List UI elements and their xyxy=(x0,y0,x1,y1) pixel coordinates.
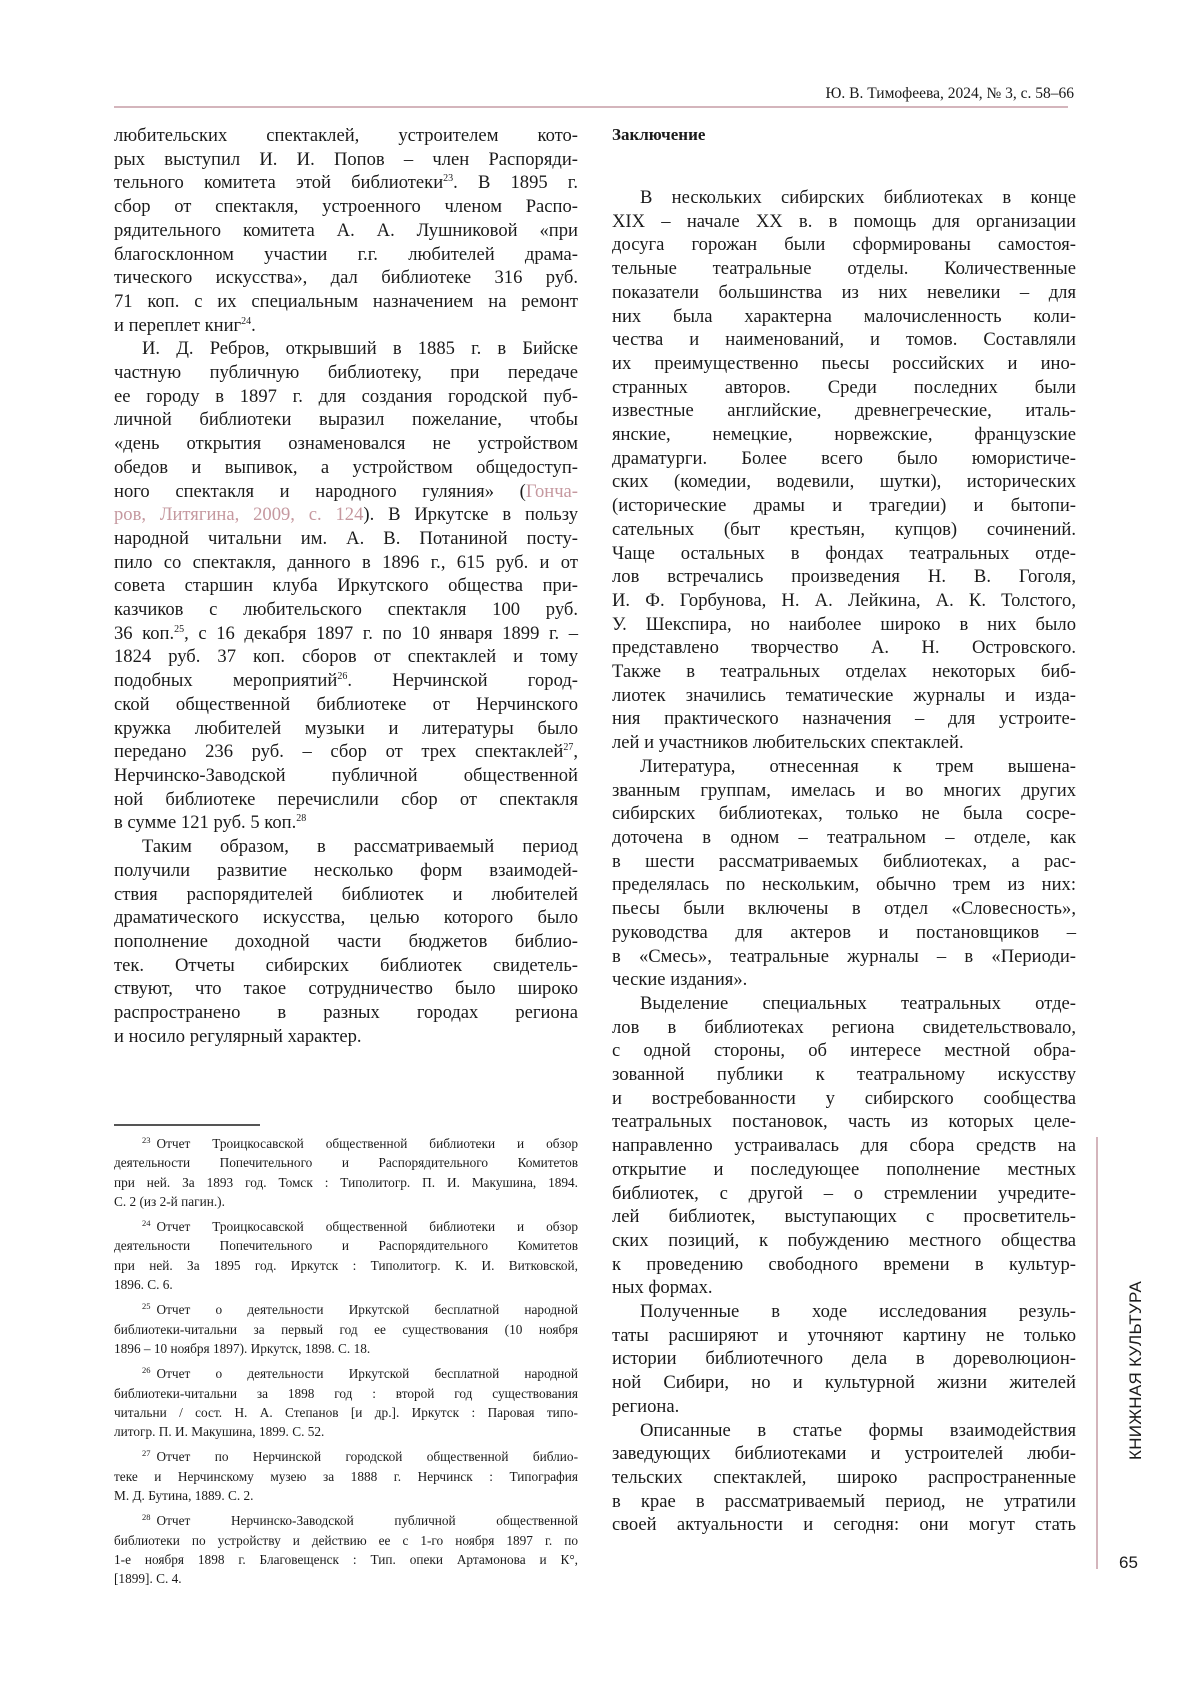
footnote-line: М. Д. Бутина, 1889. С. 2. xyxy=(114,1488,254,1504)
text-line: Выделение специальных театральных отде- xyxy=(640,992,1076,1014)
section-title: Заключение xyxy=(612,125,706,144)
text-line: У. Шекспира, но наиболее широко в них было xyxy=(612,613,1076,635)
footnote-ref[interactable]: 23 xyxy=(443,173,454,185)
text-line: 1824 руб. 37 коп. сборов от спектаклей и тому xyxy=(114,646,578,668)
text-line: кружка любителей музыки и литературы было xyxy=(114,717,578,739)
text-line: представлено творчество А. Н. Островского. xyxy=(612,637,1076,659)
text-line: И. Ф. Горбунова, Н. А. Лейкина, А. К. Толстого, xyxy=(612,589,1076,611)
footnote-line: С. 2 (из 2-й пагин.). xyxy=(114,1193,225,1209)
footnote-number: 24 xyxy=(142,1218,151,1229)
body-paragraph xyxy=(114,337,578,835)
conclusion-body xyxy=(612,186,1076,1537)
text-line: 71 коп. с их специальным назначением на ремонт xyxy=(114,290,578,312)
text-line: странных авторов. Среди последних были xyxy=(612,376,1076,398)
text-line: пьесы были включены в отдел «Словесность», xyxy=(612,898,1076,920)
footnote-line: деятельности Попечительного и Распорядительного Комитетов xyxy=(114,1155,578,1171)
text-line: в «Смесь», театральные журналы – в «Периоди- xyxy=(612,945,1076,967)
footnote-line: библиотеки по устройству и действию ее с 1-го ноября 1897 г. по xyxy=(114,1532,578,1548)
footnote-line: $^{27}$ Отчет по Нерчинской городской общественной библио- xyxy=(142,1448,578,1465)
footnote-line: литогр. П. И. Макушина, 1899. С. 52. xyxy=(114,1424,325,1440)
sidebar-rule xyxy=(1096,1137,1098,1569)
footnote-line: [1899]. С. 4. xyxy=(114,1571,182,1587)
conclusion-paragraph xyxy=(612,1419,1076,1538)
conclusion-paragraph xyxy=(612,186,1076,755)
footnote-line: читальни / сост. Н. А. Степанов [и др.]. Иркутск : Паровая типо- xyxy=(114,1404,578,1420)
body-paragraph xyxy=(114,124,578,337)
footnote-26 xyxy=(114,1364,578,1441)
text-line: В нескольких сибирских библиотеках в конце xyxy=(640,187,1076,208)
text-line: известные английские, древнегреческие, италь- xyxy=(612,400,1076,422)
text-line: и носило регулярный характер. xyxy=(114,1025,362,1047)
text-line: ного спектакля и народного гуляния» (Гонча- xyxy=(114,480,578,502)
text-line: их преимущественно пьесы российских и ино- xyxy=(612,352,1076,374)
text-line: благосклонном участии г.г. любителей драма- xyxy=(114,243,578,265)
text-line: передано 236 руб. – сбор от трех спектаклей$^{27}$, xyxy=(114,741,578,763)
text-line: чества и наименований, и томов. Составляли xyxy=(612,329,1076,351)
text-line: и переплет книг$^{24}$. xyxy=(114,314,256,336)
footnote-28 xyxy=(114,1511,578,1588)
text-line: тек. Отчеты сибирских библиотек свидетель- xyxy=(114,954,578,976)
text-line: драматического искусства, целью которого было xyxy=(114,907,578,929)
conclusion-paragraph xyxy=(612,992,1076,1300)
footnote-ref[interactable]: 28 xyxy=(296,813,307,825)
footnote-ref[interactable]: 27 xyxy=(563,742,574,754)
text-line: сибирских библиотеках, только не была сосре- xyxy=(612,803,1076,825)
text-line: в крае в рассматриваемый период, не утратили xyxy=(612,1490,1076,1512)
footnote-line: $^{23}$ Отчет Троицкосавской общественной библиотеки и обзор xyxy=(142,1135,578,1151)
text-line: региона. xyxy=(612,1395,680,1417)
text-line: направленно устраивалась для сбора средств на xyxy=(612,1135,1076,1157)
text-line: ния практического назначения – для устроите- xyxy=(612,708,1076,730)
footnote-ref[interactable]: 26 xyxy=(337,671,348,683)
footnote-line: $^{24}$ Отчет Троицкосавской общественной библиотеки и обзор xyxy=(142,1218,578,1235)
text-line: руководства для актеров и постановщиков – xyxy=(612,921,1076,943)
text-line: подобных мероприятий$^{26}$. Нерчинской город- xyxy=(114,670,578,692)
text-line: пополнение доходной части бюджетов библио- xyxy=(114,930,578,952)
text-line: рых выступил И. И. Попов – член Распоряди- xyxy=(114,148,578,170)
right-column xyxy=(612,124,1076,1537)
text-line: тельного комитета этой библиотеки$^{23}$. В 1895 г. xyxy=(114,172,578,194)
footnote-27 xyxy=(114,1447,578,1505)
text-line: лов в библиотеках региона свидетельствовало, xyxy=(612,1016,1076,1038)
text-line: своей актуальности и сегодня: они могут стать xyxy=(612,1514,1076,1536)
text-line: доточена в одном – театральном – отделе, как xyxy=(612,826,1076,848)
text-line: показатели большинства из них невелики – для xyxy=(612,281,1076,303)
citation-link[interactable]: Гонча- xyxy=(525,480,578,502)
page-number: 65 xyxy=(1119,1553,1138,1572)
text-line: пределялась по нескольким, обычно трем из них: xyxy=(612,874,1076,896)
text-line: Таким образом, в рассматриваемый период xyxy=(142,836,578,858)
text-line: ее городу в 1897 г. для создания городской пуб- xyxy=(114,385,578,407)
text-line: в шести рассматриваемых библиотеках, а рас- xyxy=(612,850,1076,872)
running-head: Ю. В. Тимофеева, 2024, № 3, с. 58–66 xyxy=(825,85,1074,102)
body-paragraph xyxy=(114,835,578,1048)
section-title-spacer xyxy=(612,146,1076,186)
footnote-line: библиотеки-читальни за 1898 год : второй год существования xyxy=(114,1385,578,1401)
text-line: И. Д. Ребров, открывший в 1885 г. в Бийске xyxy=(142,338,578,360)
footnote-line: 1-е ноября 1898 г. Благовещенск : Тип. опеки Артамонова и К°, xyxy=(114,1551,578,1567)
text-line: театральных постановок, часть из которых целе- xyxy=(612,1111,1076,1133)
footnote-ref[interactable]: 24 xyxy=(241,315,252,327)
text-line: истории библиотечного дела в дореволюцион- xyxy=(612,1348,1076,1370)
left-column xyxy=(114,124,578,1048)
citation-link[interactable]: ров, Литягина, 2009, с. 124 xyxy=(114,504,364,526)
text-line: совета старшин клуба Иркутского общества при- xyxy=(114,575,578,597)
footnote-line: библиотеки-читальни за первый год ее существования (10 ноября xyxy=(114,1321,578,1337)
footnote-line: при ней. За 1895 год. Иркутск : Типолитогр. К. И. Витковской, xyxy=(114,1257,578,1273)
footnote-line: при ней. За 1893 год. Томск : Типолитогр. П. И. Макушина, 1894. xyxy=(114,1174,578,1190)
text-line: досуга горожан были сформированы самостоя- xyxy=(612,234,1076,256)
text-line: XIX – начале XX в. в помощь для организации xyxy=(612,210,1076,232)
footnote-line: $^{26}$ Отчет о деятельности Иркутской бесплатной народной xyxy=(142,1365,578,1382)
text-line: заведующих библиотеками и устроителей люби- xyxy=(612,1443,1076,1465)
footnote-line: теке и Нерчинскому музею за 1888 г. Нерчинск : Типография xyxy=(114,1468,578,1484)
text-line: ской общественной библиотеке от Нерчинского xyxy=(114,693,578,715)
footnote-line: деятельности Попечительного и Распорядительного Комитетов xyxy=(114,1238,578,1254)
text-line: (исторические драмы и трагедии) и бытопи- xyxy=(612,495,1076,517)
text-line: Также в театральных отделах некоторых биб- xyxy=(612,661,1076,683)
footnote-ref[interactable]: 25 xyxy=(174,623,185,635)
text-line: сательных (быт крестьян, купцов) сочинений. xyxy=(612,518,1076,540)
text-line: 36 коп.$^{25}$, с 16 декабря 1897 г. по 10 января 1899 г. – xyxy=(114,622,578,644)
text-line: таты расширяют и уточняют картину не только xyxy=(612,1324,1076,1346)
text-line: ной Сибири, но и культурной жизни жителей xyxy=(612,1372,1076,1394)
text-line: с одной стороны, об интересе местной обра- xyxy=(612,1040,1076,1062)
text-line: в сумме 121 руб. 5 коп.$^{28}$ xyxy=(114,812,307,834)
conclusion-paragraph xyxy=(612,755,1076,992)
text-line: ной библиотеке перечислили сбор от спектакля xyxy=(114,788,578,810)
text-line: лиотек значились тематические журналы и изда- xyxy=(612,684,1076,706)
footnote-line: 1896. С. 6. xyxy=(114,1277,173,1293)
text-line: ров, Литягина, 2009, с. 124). В Иркутске в пользу xyxy=(114,504,578,526)
footnote-25 xyxy=(114,1300,578,1358)
text-line: зованной публики к театральному искусству xyxy=(612,1064,1076,1086)
footnote-number: 27 xyxy=(142,1448,151,1459)
text-line: ских позиций, к побуждению местного общества xyxy=(612,1229,1076,1251)
journal-name-vertical: КНИЖНАЯ КУЛЬТУРА xyxy=(1126,1280,1145,1460)
footnotes xyxy=(114,1134,578,1595)
text-line: лей библиотек, выступающих с просветитель- xyxy=(612,1206,1076,1228)
text-line: сбор от спектакля, устроенного членом Распо- xyxy=(114,196,578,218)
text-line: Полученные в ходе исследования резуль- xyxy=(640,1301,1076,1323)
footnote-line: $^{25}$ Отчет о деятельности Иркутской бесплатной народной xyxy=(142,1301,578,1318)
text-line: тельских спектаклей, широко распространенные xyxy=(612,1466,1076,1488)
text-line: ческие издания». xyxy=(612,969,748,991)
text-line: обедов и выпивок, а устройством общедоступ- xyxy=(114,456,578,478)
text-line: тического искусства», дал библиотеке 316 руб. xyxy=(114,267,578,289)
text-line: лей и участников любительских спектаклей. xyxy=(612,732,964,754)
text-line: лов встречались произведения Н. В. Гоголя, xyxy=(612,566,1076,588)
footnote-number: 26 xyxy=(142,1365,151,1376)
footnote-24 xyxy=(114,1217,578,1294)
text-line: Чаще остальных в фондах театральных отде- xyxy=(612,542,1076,564)
text-line: пило со спектакля, данного в 1896 г., 615 руб. и от xyxy=(114,551,578,573)
text-line: рядительного комитета А. А. Лушниковой «при xyxy=(114,219,578,241)
conclusion-paragraph xyxy=(612,1300,1076,1419)
text-line: драматурги. Более всего было юмористиче- xyxy=(612,447,1076,469)
text-line: казчиков с любительского спектакля 100 руб. xyxy=(114,599,578,621)
text-line: открытие и последующее пополнение местных xyxy=(612,1158,1076,1180)
footnote-line: 1896 – 10 ноября 1897). Иркутск, 1898. С. 18. xyxy=(114,1340,371,1356)
text-line: ных формах. xyxy=(612,1277,713,1299)
text-line: них была характерна малочисленность коли- xyxy=(612,305,1076,327)
text-line: ствуют, что такое сотрудничество было широко xyxy=(114,978,578,1000)
text-line: и востребованности у сибирского сообщества xyxy=(612,1087,1076,1109)
text-line: Описанные в статье формы взаимодействия xyxy=(640,1419,1076,1441)
text-line: частную публичную библиотеку, при передаче xyxy=(114,362,578,384)
footnote-line: $^{28}$ Отчет Нерчинско-Заводской публичной общественной xyxy=(142,1512,578,1529)
text-line: тельные театральные отделы. Количественные xyxy=(612,258,1076,280)
text-line: Нерчинско-Заводской публичной общественной xyxy=(114,764,578,786)
text-line: «день открытия ознаменовался не устройством xyxy=(114,433,578,455)
text-line: янские, немецкие, норвежские, французские xyxy=(612,424,1076,446)
footnote-number: 28 xyxy=(142,1512,151,1523)
text-line: званным группам, имелась и во многих других xyxy=(612,779,1076,801)
text-line: ствия распорядителей библиотек и любителей xyxy=(114,883,578,905)
text-line: любительских спектаклей, устроителем кото- xyxy=(114,125,578,146)
text-line: народной читальни им. А. В. Потаниной посту- xyxy=(114,527,578,549)
text-line: Литература, отнесенная к трем вышена- xyxy=(640,755,1076,777)
footnote-separator xyxy=(114,1124,260,1126)
header-rule xyxy=(114,106,1068,108)
text-line: распространено в разных городах региона xyxy=(114,1002,578,1024)
footnote-number: 25 xyxy=(142,1301,151,1312)
text-line: личной библиотеки выразил пожелание, чтобы xyxy=(114,409,578,431)
text-line: библиотек, с другой – о стремлении учредите- xyxy=(612,1182,1076,1204)
text-line: ских (комедии, водевили, шутки), исторических xyxy=(612,471,1076,493)
footnote-number: 23 xyxy=(142,1135,151,1145)
text-line: получили развитие несколько форм взаимодей- xyxy=(114,859,578,881)
footnote-23 xyxy=(114,1134,578,1211)
text-line: к проведению свободного времени в культур- xyxy=(612,1253,1076,1275)
